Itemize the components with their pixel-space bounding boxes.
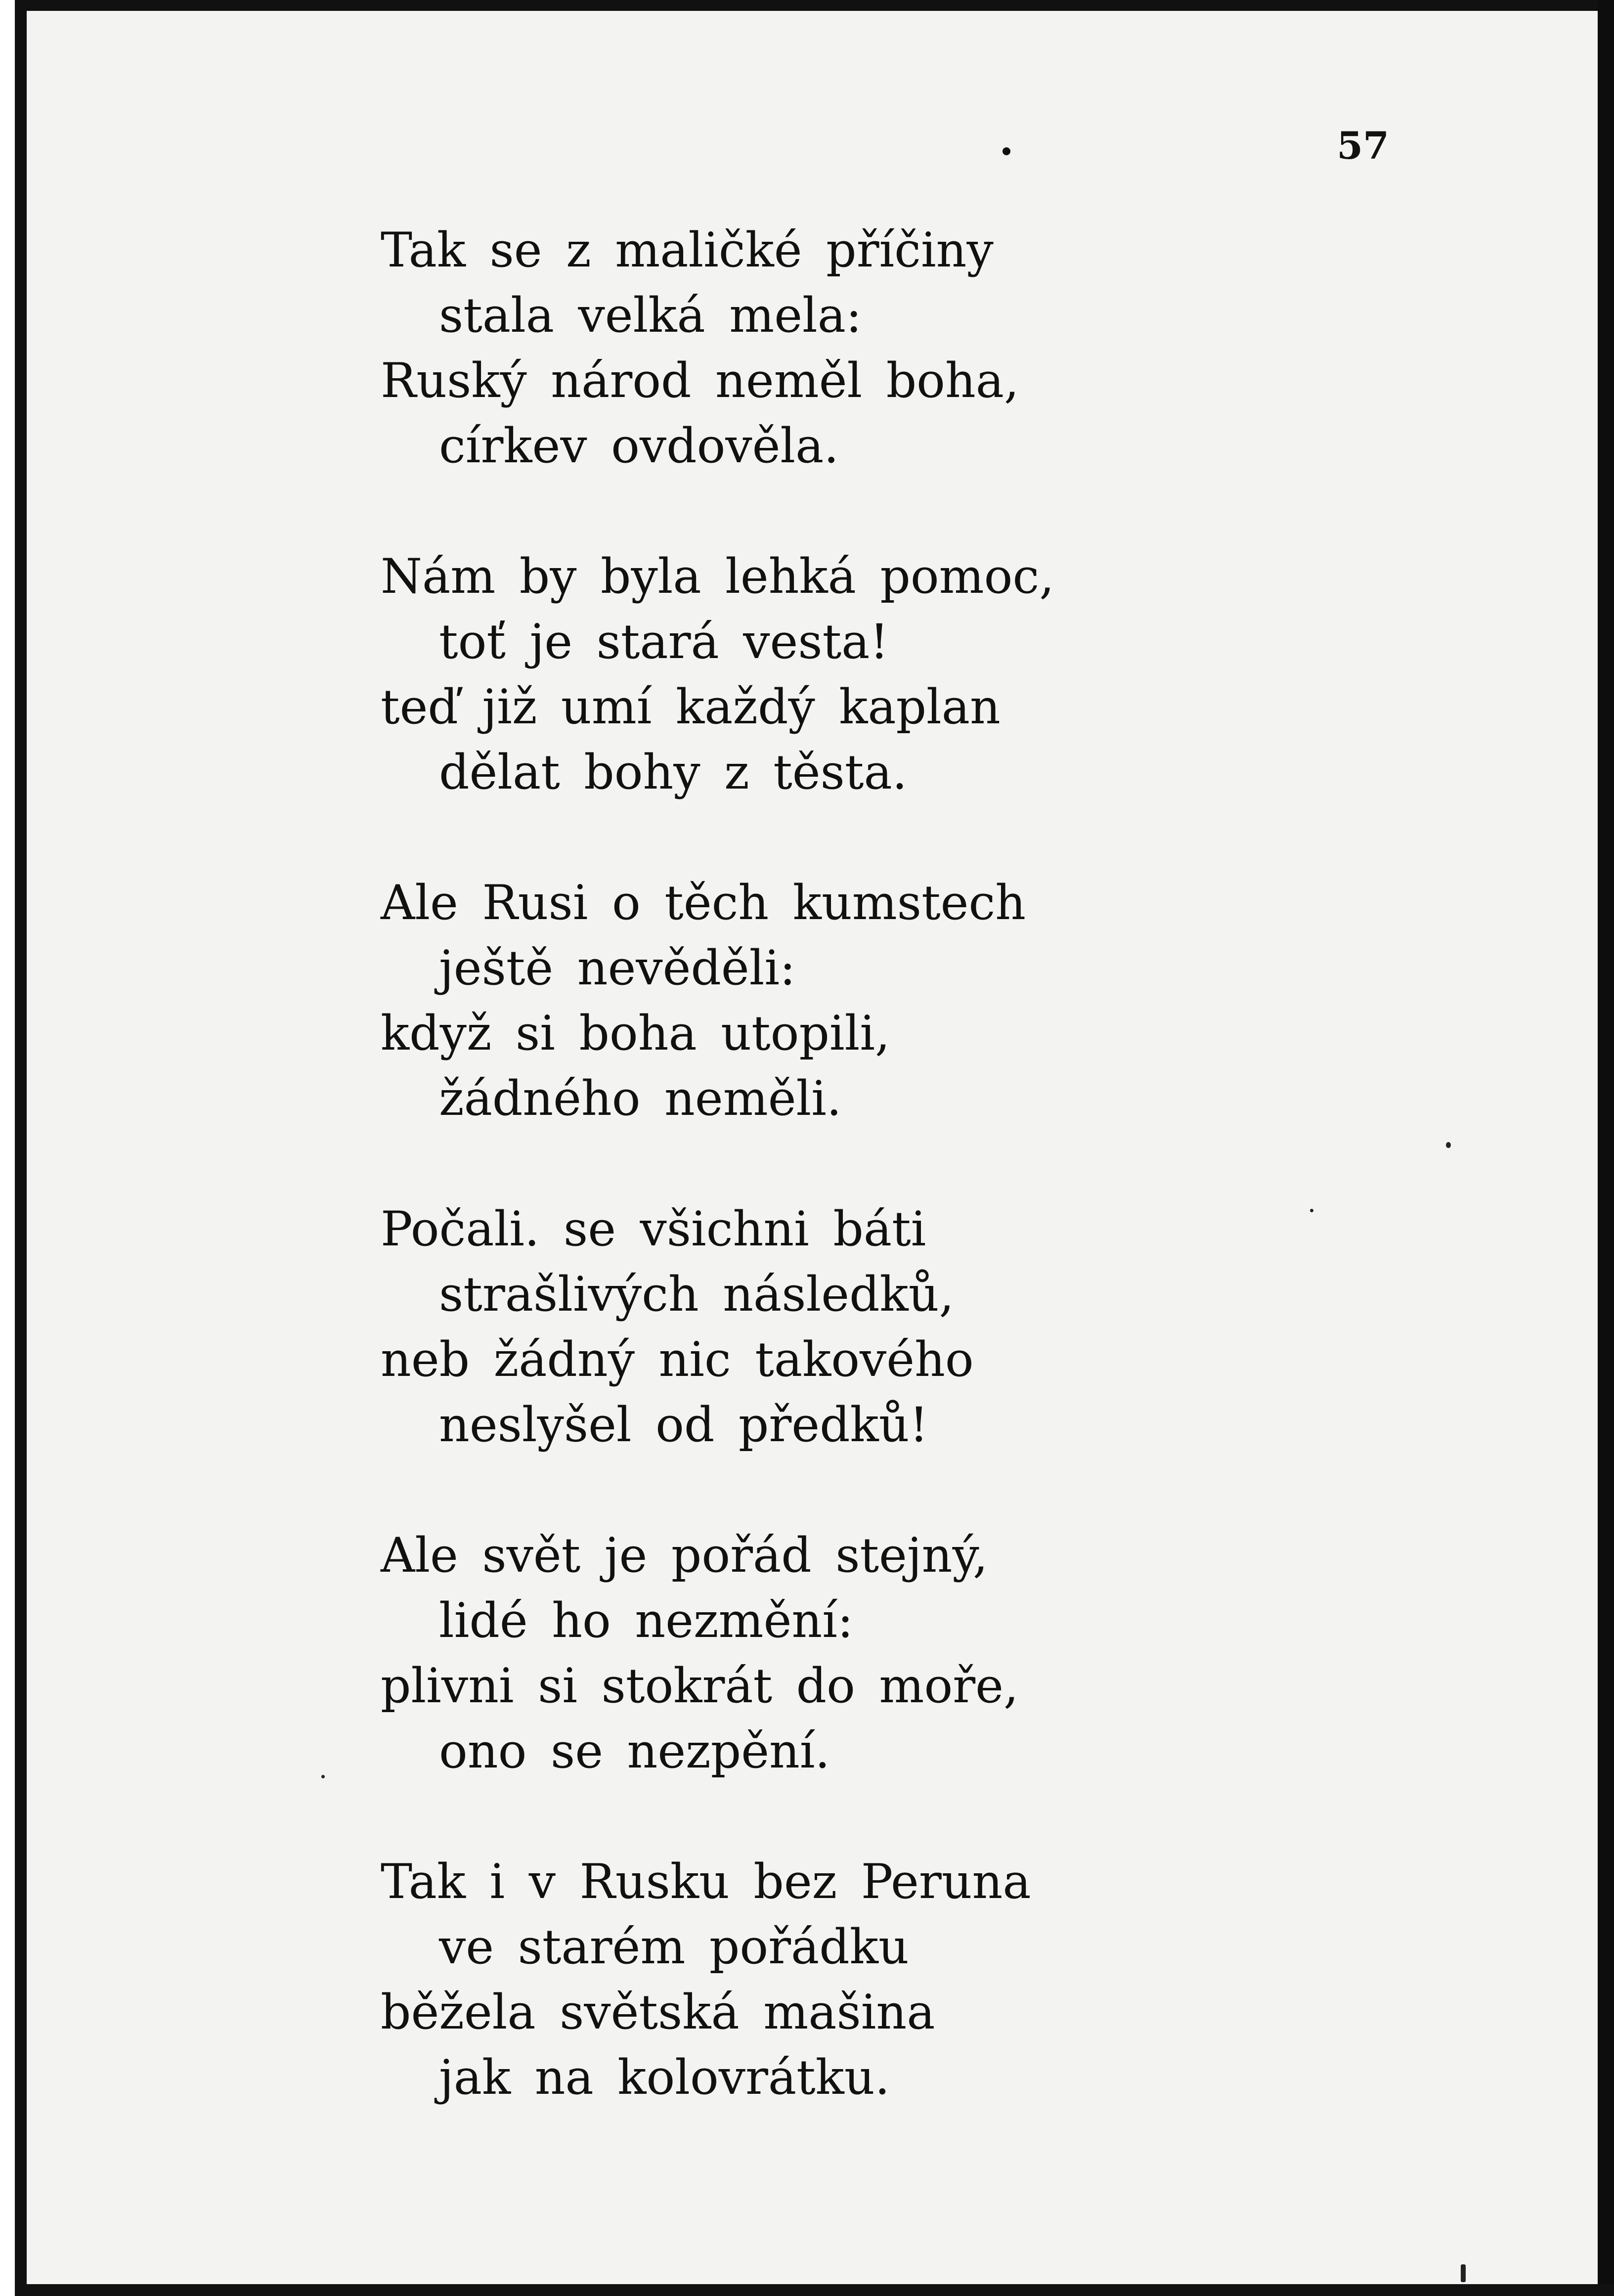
verse-line: běžela světská mašina: [381, 1985, 935, 2040]
verse-line: teď již umí každý kaplan: [381, 679, 1001, 735]
scan-border-bottom: [20, 2284, 1614, 2296]
verse-line: ve starém pořádku: [439, 1919, 909, 1975]
verse-line: Nám by byla lehká pomoc,: [381, 549, 1054, 604]
verse-line: ono se nezpění.: [439, 1723, 830, 1779]
verse-line: Ruský národ neměl boha,: [381, 353, 1019, 408]
verse-line: jak na kolovrátku.: [439, 2050, 890, 2105]
verse-line: když si boha utopili,: [381, 1006, 890, 1061]
scan-speck: [321, 1775, 325, 1778]
poem: [381, 218, 1518, 2175]
verse-line: Ale svět je pořád stejný,: [381, 1528, 988, 1583]
verse-line: stala velká mela:: [439, 288, 862, 343]
stanza: [381, 1849, 1518, 2110]
ink-dot: [1003, 147, 1010, 155]
scan-border-top: [20, 0, 1614, 11]
stanza: [381, 870, 1518, 1131]
verse-line: plivni si stokrát do moře,: [381, 1658, 1019, 1714]
scan-border-right: [1598, 0, 1614, 2296]
verse-line: ještě nevěděli:: [439, 940, 796, 996]
page-number: 57: [1337, 124, 1389, 168]
verse-line: Ale Rusi o těch kumstech: [381, 875, 1026, 930]
verse-line: Tak se z maličké příčiny: [381, 222, 994, 278]
scan-speck: [1461, 2264, 1466, 2282]
scan-margin: [0, 0, 15, 2296]
verse-line: žádného neměli.: [439, 1071, 842, 1126]
scan-border-left: [15, 0, 27, 2296]
stanza: [381, 218, 1518, 479]
verse-line: lidé ho nezmění:: [439, 1593, 854, 1648]
verse-line: toť je stará vesta!: [439, 614, 889, 669]
verse-line: církev ovdověla.: [439, 418, 839, 474]
verse-line: Počali. se všichni báti: [381, 1201, 926, 1257]
stanza: [381, 544, 1518, 805]
stanza: [381, 1196, 1518, 1457]
stanza: [381, 1523, 1518, 1784]
verse-line: neslyšel od předků!: [439, 1397, 929, 1453]
verse-line: strašlivých následků,: [439, 1267, 955, 1322]
verse-line: Tak i v Rusku bez Peruna: [381, 1854, 1031, 1909]
verse-line: dělat bohy z těsta.: [439, 745, 908, 800]
verse-line: neb žádný nic takového: [381, 1332, 974, 1387]
